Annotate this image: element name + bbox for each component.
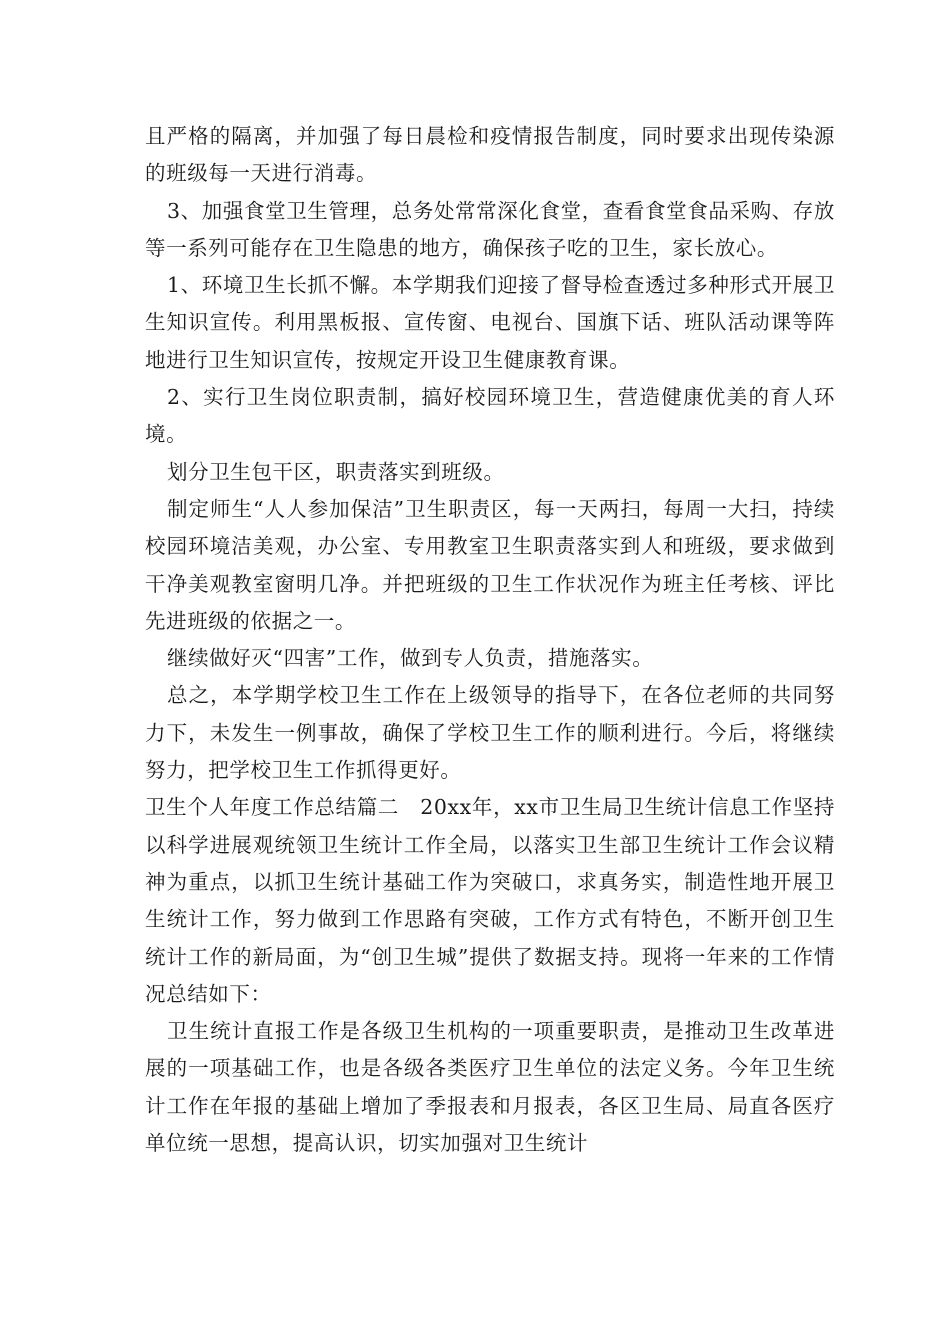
paragraph-4: 2、实行卫生岗位职责制，搞好校园环境卫生，营造健康优美的育人环境。 — [145, 385, 835, 447]
paragraph-8: 总之，本学期学校卫生工作在上级领导的指导下，在各位老师的共同努力下，未发生一例事故，确保了学校卫生工作的顺利进行。今后，将继续努力，把学校卫生工作抓得更好。 — [145, 683, 835, 783]
paragraph-7: 继续做好灭“四害”工作，做到专人负责，措施落实。 — [167, 646, 654, 671]
paragraph-3: 1、环境卫生长抓不懈。本学期我们迎接了督导检查透过多种形式开展卫生知识宣传。利用黑板报、宣传窗、电视台、国旗下话、班队活动课等阵地进行卫生知识宣传，按规定开设卫生健康教育课。 — [145, 273, 835, 372]
paragraph-10: 卫生统计直报工作是各级卫生机构的一项重要职责，是推动卫生改革进展的一项基础工作，也是各级各类医疗卫生单位的法定义务。今年卫生统计工作在年报的基础上增加了季报表和月报表，各区卫生局、局直各医疗单位统一思想，提高认识，切实加强对卫生统计 — [145, 1019, 835, 1156]
paragraph-2: 3、加强食堂卫生管理，总务处常常深化食堂，查看食堂食品采购、存放等一系列可能存在卫生隐患的地方，确保孩子吃的卫生，家长放心。 — [145, 198, 835, 260]
paragraph-5: 划分卫生包干区，职责落实到班级。 — [167, 459, 505, 484]
paragraph-6: 制定师生“人人参加保洁”卫生职责区，每一天两扫，每周一大扫，持续校园环境洁美观，办公室、专用教室卫生职责落实到人和班级，要求做到干净美观教室窗明几净。并把班级的卫生工作状况作为班主任考核、评比先进班级的依据之一。 — [145, 496, 835, 633]
document-body — [145, 118, 835, 1162]
paragraph-9: 卫生个人年度工作总结篇二 20xx年，xx市卫生局卫生统计信息工作坚持以科学进展观统领卫生统计工作全局，以落实卫生部卫生统计工作会议精神为重点，以抓卫生统计基础工作为突破口，求真务实，制造性地开展卫生统计工作，努力做到工作思路有突破，工作方式有特色，不断开创卫生统计工作的新局面，为“创卫生城”提供了数据支持。现将一年来的工作情况总结如下： — [145, 795, 835, 1006]
paragraph-1: 且严格的隔离，并加强了每日晨检和疫情报告制度，同时要求出现传染源的班级每一天进行消毒。 — [145, 124, 835, 186]
